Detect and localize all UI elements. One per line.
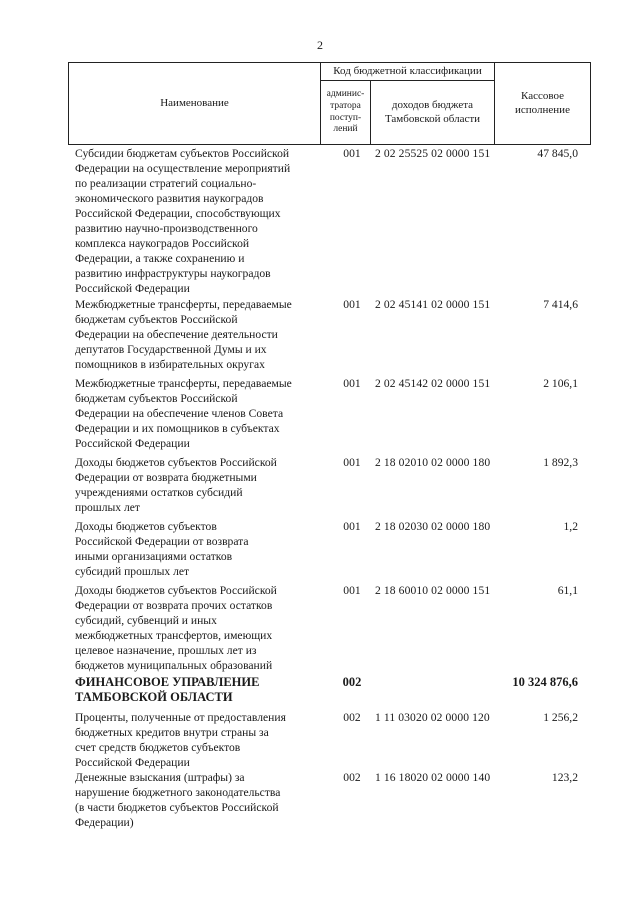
row-admin: 001	[343, 584, 361, 597]
row-amount: 61,1	[557, 584, 578, 597]
header-name: Наименование	[69, 63, 321, 144]
row-admin: 002	[343, 771, 361, 784]
row-amount: 2 106,1	[543, 377, 578, 390]
row-admin: 002	[343, 711, 361, 724]
row-code: 2 18 02010 02 0000 180	[375, 456, 491, 469]
row-admin: 001	[343, 520, 361, 533]
row-name: Доходы бюджетов субъектов Российской Федерации от возврата бюджетными учреждениями остатков субсидий прошлых лет	[75, 456, 277, 514]
row-admin: 001	[343, 298, 361, 311]
row-name: ФИНАНСОВОЕ УПРАВЛЕНИЕ ТАМБОВСКОЙ ОБЛАСТИ	[75, 675, 260, 704]
header-code-group: Код бюджетной классификации	[321, 63, 495, 81]
row-name: Доходы бюджетов субъектов Российской Федерации от возврата прочих остатков субсидий, субвенций и иных межбюджетных трансфертов, имеющих целевое назначение, прошлых лет из бюджетов муниципальных образований	[75, 584, 277, 672]
row-name: Проценты, полученные от предоставления бюджетных кредитов внутри страны за счет средств бюджетов субъектов Российской Федерации	[75, 711, 286, 769]
row-admin: 001	[343, 377, 361, 390]
header-cash	[495, 63, 590, 144]
table-header	[68, 62, 591, 145]
row-code: 1 16 18020 02 0000 140	[375, 771, 491, 784]
row-code: 1 11 03020 02 0000 120	[375, 711, 490, 724]
header-cash-text: Кассовое исполнение	[515, 89, 570, 116]
row-name: Межбюджетные трансферты, передаваемые бюджетам субъектов Российской Федерации на обеспечение деятельности депутатов Государственной Думы и их помощников в избирательных округах	[75, 298, 292, 371]
row-code: 2 02 25525 02 0000 151	[375, 147, 491, 160]
row-admin: 001	[343, 147, 361, 160]
row-code: 2 18 02030 02 0000 180	[375, 520, 491, 533]
row-name: Субсидии бюджетам субъектов Российской Федерации на осуществление мероприятий по реализации стратегий социально- экономического развития наукоградов Российской Федерации, способствующих развитию научно-производственного комплекса наукоградов Российской Федерации, а также сохранению и развитию инфраструктуры наукоградов Российской Федерации	[75, 147, 291, 295]
row-code: 2 02 45141 02 0000 151	[375, 298, 491, 311]
row-admin: 002	[342, 675, 362, 689]
row-admin: 001	[343, 456, 361, 469]
row-amount: 1 892,3	[543, 456, 578, 469]
row-amount: 123,2	[551, 771, 578, 784]
row-amount: 1,2	[563, 520, 578, 533]
row-code: 2 02 45142 02 0000 151	[375, 377, 491, 390]
header-administrator-text: админис- тратора поступ- лений	[326, 88, 365, 135]
row-amount: 1 256,2	[543, 711, 578, 724]
row-code: 2 18 60010 02 0000 151	[375, 584, 491, 597]
row-name: Доходы бюджетов субъектов Российской Федерации от возврата иными организациями остатков субсидий прошлых лет	[75, 520, 249, 578]
header-income-text: доходов бюджета Тамбовской области	[384, 98, 481, 125]
row-amount: 7 414,6	[543, 298, 578, 311]
header-administrator	[321, 81, 371, 144]
row-name: Денежные взыскания (штрафы) за нарушение бюджетного законодательства (в части бюджетов субъектов Российской Федерации)	[75, 771, 281, 829]
row-amount: 47 845,0	[537, 147, 578, 160]
row-name: Межбюджетные трансферты, передаваемые бюджетам субъектов Российской Федерации на обеспечение членов Совета Федерации и их помощников в субъектах Российской Федерации	[75, 377, 292, 450]
row-amount: 10 324 876,6	[512, 675, 578, 689]
page-number: 2	[317, 38, 323, 52]
header-income	[371, 81, 495, 144]
